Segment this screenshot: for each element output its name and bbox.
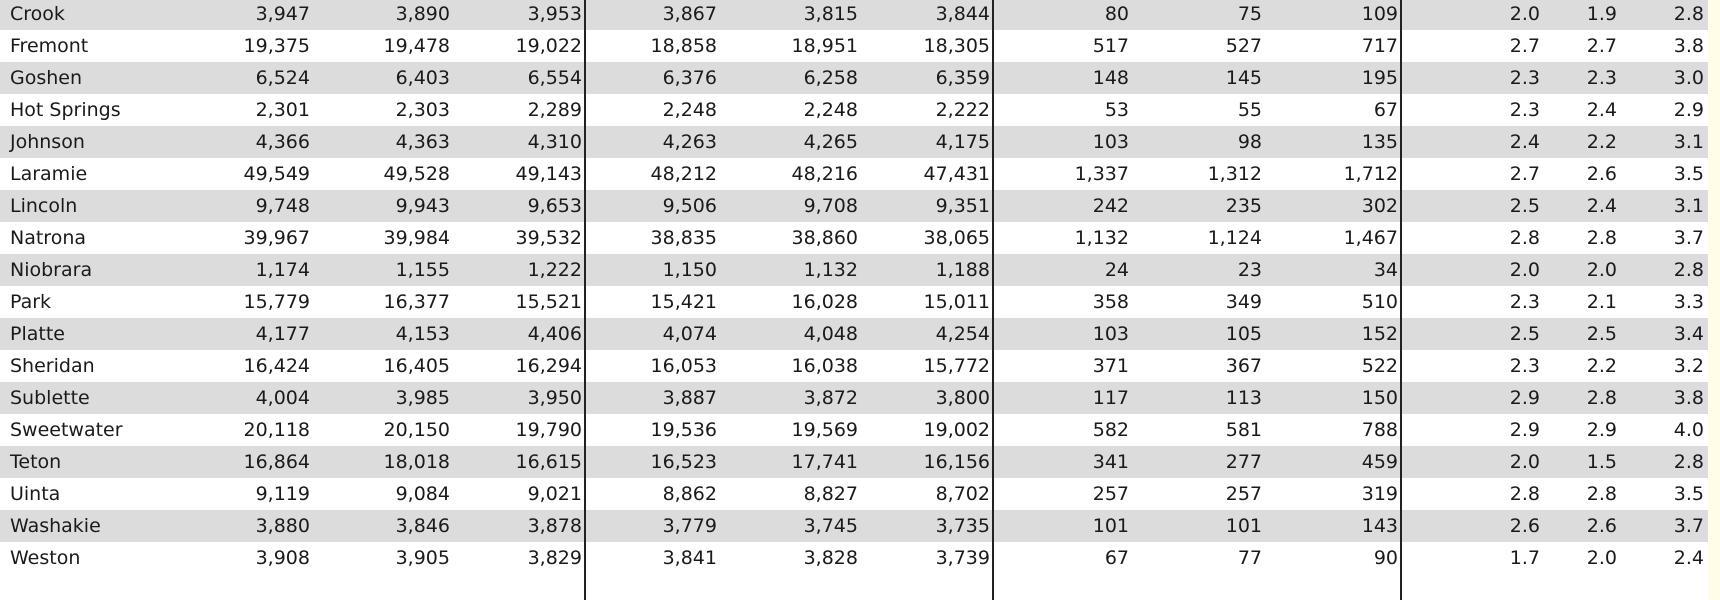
- table-cell: 15,772: [923, 355, 990, 377]
- table-cell: 2.0: [1509, 3, 1540, 25]
- table-cell: 1,124: [1207, 227, 1262, 249]
- table-cell: 6,359: [935, 67, 990, 89]
- table-cell: 2.7: [1509, 163, 1540, 185]
- table-cell: 19,478: [383, 35, 450, 57]
- table-cell: 15,779: [243, 291, 310, 313]
- county-name: Lincoln: [10, 195, 78, 217]
- table-cell: 150: [1361, 387, 1398, 409]
- table-cell: 3,872: [803, 387, 858, 409]
- table-cell: 522: [1361, 355, 1398, 377]
- table-cell: 3.5: [1673, 163, 1704, 185]
- table-cell: 235: [1225, 195, 1262, 217]
- county-name: Hot Springs: [10, 99, 121, 121]
- table-cell: 2.7: [1509, 35, 1540, 57]
- table-cell: 9,021: [527, 483, 582, 505]
- table-cell: 8,862: [662, 483, 717, 505]
- table-cell: 9,084: [395, 483, 450, 505]
- table-cell: 38,065: [923, 227, 990, 249]
- table-row: [0, 542, 1708, 574]
- county-name: Crook: [10, 3, 65, 25]
- table-cell: 75: [1237, 3, 1262, 25]
- table-cell: 143: [1361, 515, 1398, 537]
- table-cell: 4,363: [395, 131, 450, 153]
- table-cell: 80: [1104, 3, 1129, 25]
- table-cell: 3.1: [1673, 195, 1704, 217]
- table-cell: 2.0: [1509, 259, 1540, 281]
- table-cell: 6,258: [803, 67, 858, 89]
- table-cell: 2.6: [1509, 515, 1540, 537]
- table-cell: 16,405: [383, 355, 450, 377]
- table-cell: 18,858: [650, 35, 717, 57]
- table-cell: 1.5: [1586, 451, 1617, 473]
- table-row: [0, 158, 1708, 190]
- table-cell: 4,265: [803, 131, 858, 153]
- table-cell: 103: [1092, 131, 1129, 153]
- table-cell: 3,878: [527, 515, 582, 537]
- table-cell: 9,708: [803, 195, 858, 217]
- table-cell: 3.8: [1673, 35, 1704, 57]
- table-row: [0, 222, 1708, 254]
- table-cell: 1,337: [1074, 163, 1129, 185]
- table-cell: 2.6: [1586, 515, 1617, 537]
- table-cell: 3.1: [1673, 131, 1704, 153]
- table-cell: 4,175: [935, 131, 990, 153]
- table-cell: 242: [1092, 195, 1129, 217]
- table-cell: 277: [1225, 451, 1262, 473]
- table-cell: 319: [1361, 483, 1398, 505]
- table-cell: 257: [1225, 483, 1262, 505]
- table-row: [0, 446, 1708, 478]
- table-cell: 16,615: [515, 451, 582, 473]
- table-cell: 39,967: [243, 227, 310, 249]
- table-row: [0, 254, 1708, 286]
- table-cell: 6,554: [527, 67, 582, 89]
- table-cell: 98: [1237, 131, 1262, 153]
- table-cell: 47,431: [923, 163, 990, 185]
- table-cell: 3,800: [935, 387, 990, 409]
- table-cell: 2.8: [1586, 387, 1617, 409]
- table-cell: 2,303: [395, 99, 450, 121]
- table-cell: 459: [1361, 451, 1398, 473]
- table-cell: 3,905: [395, 547, 450, 569]
- county-name: Uinta: [10, 483, 61, 505]
- table-cell: 113: [1225, 387, 1262, 409]
- table-row: [0, 190, 1708, 222]
- table-cell: 15,421: [650, 291, 717, 313]
- table-cell: 105: [1225, 323, 1262, 345]
- table-cell: 1,132: [803, 259, 858, 281]
- table-cell: 6,376: [662, 67, 717, 89]
- table-cell: 38,860: [791, 227, 858, 249]
- table-cell: 3,735: [935, 515, 990, 537]
- table-cell: 39,984: [383, 227, 450, 249]
- table-cell: 19,375: [243, 35, 310, 57]
- table-cell: 3.7: [1673, 227, 1704, 249]
- table-cell: 67: [1104, 547, 1129, 569]
- table-cell: 1,150: [662, 259, 717, 281]
- table-cell: 9,506: [662, 195, 717, 217]
- county-name: Sublette: [10, 387, 90, 409]
- table-cell: 2.8: [1509, 483, 1540, 505]
- table-cell: 17,741: [791, 451, 858, 473]
- table-cell: 4,366: [255, 131, 310, 153]
- table-cell: 4,177: [255, 323, 310, 345]
- table-cell: 349: [1225, 291, 1262, 313]
- table-cell: 582: [1092, 419, 1129, 441]
- table-row: [0, 414, 1708, 446]
- table-row: [0, 382, 1708, 414]
- table-row: [0, 478, 1708, 510]
- table-cell: 195: [1361, 67, 1398, 89]
- table-cell: 38,835: [650, 227, 717, 249]
- table-cell: 517: [1092, 35, 1129, 57]
- group-divider-1: [584, 0, 586, 600]
- table-cell: 2,301: [255, 99, 310, 121]
- table-cell: 152: [1361, 323, 1398, 345]
- table-cell: 3,953: [527, 3, 582, 25]
- table-cell: 49,528: [383, 163, 450, 185]
- county-name: Sheridan: [10, 355, 95, 377]
- table-cell: 3,779: [662, 515, 717, 537]
- table-cell: 4,153: [395, 323, 450, 345]
- table-cell: 2.5: [1509, 195, 1540, 217]
- table-cell: 1,188: [935, 259, 990, 281]
- table-cell: 24: [1104, 259, 1129, 281]
- table-cell: 2.3: [1509, 355, 1540, 377]
- table-row: [0, 62, 1708, 94]
- table-cell: 3,887: [662, 387, 717, 409]
- table-cell: 2.8: [1509, 227, 1540, 249]
- table-cell: 23: [1237, 259, 1262, 281]
- table-cell: 3.8: [1673, 387, 1704, 409]
- county-name: Goshen: [10, 67, 83, 89]
- table-cell: 53: [1104, 99, 1129, 121]
- table-cell: 49,549: [243, 163, 310, 185]
- table-cell: 367: [1225, 355, 1262, 377]
- table-cell: 39,532: [515, 227, 582, 249]
- table-cell: 19,569: [791, 419, 858, 441]
- table-cell: 1.9: [1586, 3, 1617, 25]
- table-cell: 1,222: [527, 259, 582, 281]
- table-cell: 3,829: [527, 547, 582, 569]
- table-cell: 4,263: [662, 131, 717, 153]
- table-cell: 4,074: [662, 323, 717, 345]
- table-cell: 3,739: [935, 547, 990, 569]
- table-cell: 2.9: [1509, 387, 1540, 409]
- county-name: Natrona: [10, 227, 87, 249]
- county-name: Sweetwater: [10, 419, 123, 441]
- table-cell: 18,951: [791, 35, 858, 57]
- table-cell: 20,150: [383, 419, 450, 441]
- table-cell: 6,403: [395, 67, 450, 89]
- table-row: [0, 510, 1708, 542]
- table-cell: 717: [1361, 35, 1398, 57]
- table-cell: 2.9: [1509, 419, 1540, 441]
- table-cell: 117: [1092, 387, 1129, 409]
- table-cell: 2.5: [1509, 323, 1540, 345]
- table-cell: 19,536: [650, 419, 717, 441]
- table-cell: 3,745: [803, 515, 858, 537]
- table-cell: 16,156: [923, 451, 990, 473]
- table-cell: 302: [1361, 195, 1398, 217]
- table-cell: 3,815: [803, 3, 858, 25]
- county-name: Teton: [10, 451, 62, 473]
- group-divider-3: [1400, 0, 1402, 600]
- table-cell: 4.0: [1673, 419, 1704, 441]
- table-cell: 2,289: [527, 99, 582, 121]
- table-cell: 2.9: [1673, 99, 1704, 121]
- table-cell: 19,022: [515, 35, 582, 57]
- table-cell: 145: [1225, 67, 1262, 89]
- table-cell: 3,947: [255, 3, 310, 25]
- table-cell: 1,174: [255, 259, 310, 281]
- table-cell: 1,467: [1343, 227, 1398, 249]
- table-cell: 4,310: [527, 131, 582, 153]
- table-cell: 1,712: [1343, 163, 1398, 185]
- county-name: Washakie: [10, 515, 101, 537]
- table-cell: 90: [1373, 547, 1398, 569]
- table-cell: 15,011: [923, 291, 990, 313]
- table-cell: 103: [1092, 323, 1129, 345]
- table-cell: 3.7: [1673, 515, 1704, 537]
- table-cell: 3,828: [803, 547, 858, 569]
- table-cell: 2,222: [935, 99, 990, 121]
- table-cell: 2.4: [1509, 131, 1540, 153]
- table-cell: 2.8: [1673, 259, 1704, 281]
- table-cell: 48,216: [791, 163, 858, 185]
- table-cell: 9,653: [527, 195, 582, 217]
- table-cell: 2.3: [1509, 291, 1540, 313]
- table-cell: 2.4: [1586, 195, 1617, 217]
- table-cell: 9,119: [255, 483, 310, 505]
- table-cell: 48,212: [650, 163, 717, 185]
- table-row: [0, 30, 1708, 62]
- table-cell: 67: [1373, 99, 1398, 121]
- table-cell: 3,890: [395, 3, 450, 25]
- table-cell: 3,841: [662, 547, 717, 569]
- table-cell: 2.9: [1586, 419, 1617, 441]
- table-cell: 1,155: [395, 259, 450, 281]
- table-cell: 77: [1237, 547, 1262, 569]
- table-cell: 371: [1092, 355, 1129, 377]
- table-cell: 15,521: [515, 291, 582, 313]
- table-cell: 3,880: [255, 515, 310, 537]
- table-cell: 510: [1361, 291, 1398, 313]
- table-cell: 18,018: [383, 451, 450, 473]
- table-cell: 4,004: [255, 387, 310, 409]
- table-cell: 2.4: [1586, 99, 1617, 121]
- table-cell: 2,248: [803, 99, 858, 121]
- table-cell: 9,943: [395, 195, 450, 217]
- county-name: Park: [10, 291, 52, 313]
- table-cell: 18,305: [923, 35, 990, 57]
- table-cell: 16,038: [791, 355, 858, 377]
- table-cell: 1,132: [1074, 227, 1129, 249]
- table-cell: 55: [1237, 99, 1262, 121]
- county-name: Laramie: [10, 163, 88, 185]
- county-name: Platte: [10, 323, 65, 345]
- table-cell: 19,002: [923, 419, 990, 441]
- table-cell: 3,908: [255, 547, 310, 569]
- table-cell: 2.3: [1509, 67, 1540, 89]
- county-name: Johnson: [10, 131, 85, 153]
- table-cell: 2.5: [1586, 323, 1617, 345]
- table-cell: 1,312: [1207, 163, 1262, 185]
- table-cell: 2.2: [1586, 355, 1617, 377]
- table-cell: 49,143: [515, 163, 582, 185]
- table-cell: 16,864: [243, 451, 310, 473]
- table-cell: 2.0: [1509, 451, 1540, 473]
- table-cell: 3,950: [527, 387, 582, 409]
- county-name: Niobrara: [10, 259, 93, 281]
- table-cell: 2.3: [1586, 67, 1617, 89]
- table-cell: 2.7: [1586, 35, 1617, 57]
- county-name: Weston: [10, 547, 81, 569]
- table-cell: 4,406: [527, 323, 582, 345]
- table-cell: 358: [1092, 291, 1129, 313]
- table-cell: 2.4: [1673, 547, 1704, 569]
- table-row: [0, 126, 1708, 158]
- table-cell: 6,524: [255, 67, 310, 89]
- table-cell: 9,351: [935, 195, 990, 217]
- table-cell: 2.3: [1509, 99, 1540, 121]
- table-cell: 341: [1092, 451, 1129, 473]
- table-cell: 257: [1092, 483, 1129, 505]
- table-row: [0, 0, 1708, 30]
- group-divider-2: [992, 0, 994, 600]
- table-cell: 20,118: [243, 419, 310, 441]
- table-cell: 3,985: [395, 387, 450, 409]
- table-cell: 3.5: [1673, 483, 1704, 505]
- table-cell: 8,827: [803, 483, 858, 505]
- table-cell: 2.2: [1586, 131, 1617, 153]
- table-cell: 3.3: [1673, 291, 1704, 313]
- table-cell: 4,254: [935, 323, 990, 345]
- table-cell: 2.6: [1586, 163, 1617, 185]
- table-row: [0, 318, 1708, 350]
- table-cell: 101: [1092, 515, 1129, 537]
- table-cell: 581: [1225, 419, 1262, 441]
- table-cell: 135: [1361, 131, 1398, 153]
- table-cell: 3,844: [935, 3, 990, 25]
- table-cell: 8,702: [935, 483, 990, 505]
- table-row: [0, 286, 1708, 318]
- table-cell: 16,523: [650, 451, 717, 473]
- table-cell: 101: [1225, 515, 1262, 537]
- table-cell: 2.8: [1673, 3, 1704, 25]
- table-cell: 16,053: [650, 355, 717, 377]
- table-cell: 2.8: [1586, 483, 1617, 505]
- table-cell: 2.8: [1673, 451, 1704, 473]
- table-cell: 109: [1361, 3, 1398, 25]
- table-cell: 9,748: [255, 195, 310, 217]
- table-cell: 3,846: [395, 515, 450, 537]
- table-cell: 19,790: [515, 419, 582, 441]
- table-cell: 2.1: [1586, 291, 1617, 313]
- table-cell: 34: [1373, 259, 1398, 281]
- table-cell: 3,867: [662, 3, 717, 25]
- county-name: Fremont: [10, 35, 89, 57]
- table-cell: 16,294: [515, 355, 582, 377]
- table-cell: 3.4: [1673, 323, 1704, 345]
- table-row: [0, 94, 1708, 126]
- table-cell: 2.8: [1586, 227, 1617, 249]
- table-cell: 3.0: [1673, 67, 1704, 89]
- table-cell: 148: [1092, 67, 1129, 89]
- table-cell: 2,248: [662, 99, 717, 121]
- table-cell: 527: [1225, 35, 1262, 57]
- table-cell: 16,377: [383, 291, 450, 313]
- table-cell: 16,424: [243, 355, 310, 377]
- table-cell: 2.0: [1586, 259, 1617, 281]
- table-cell: 3.2: [1673, 355, 1704, 377]
- table-cell: 4,048: [803, 323, 858, 345]
- table-cell: 16,028: [791, 291, 858, 313]
- table-cell: 788: [1361, 419, 1398, 441]
- table-cell: 1.7: [1509, 547, 1540, 569]
- table-row: [0, 350, 1708, 382]
- table-cell: 2.0: [1586, 547, 1617, 569]
